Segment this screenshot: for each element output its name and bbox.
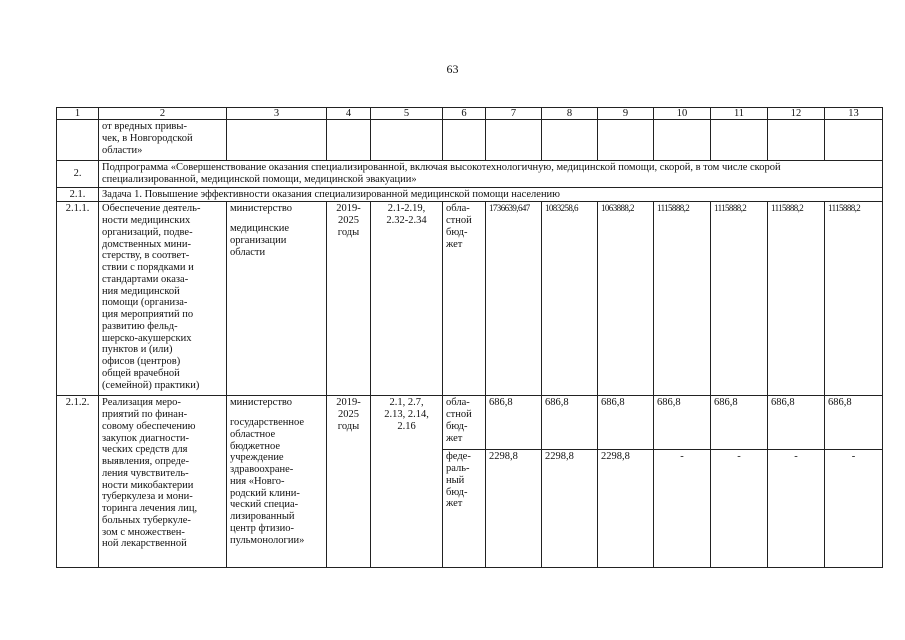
indicators: 2.1, 2.7, 2.13, 2.14, 2.16 xyxy=(371,396,443,568)
value-col-7: 2298,8 xyxy=(486,450,542,568)
header-cell: 1 xyxy=(57,108,99,120)
value-col-7: 686,8 xyxy=(486,396,542,450)
header-cell: 3 xyxy=(227,108,327,120)
executor-primary: министерство xyxy=(230,203,293,215)
header-cell: 8 xyxy=(542,108,598,120)
header-cell: 13 xyxy=(825,108,883,120)
activity-name: Реализация меро- приятий по финан- совому обеспечению закупок диагности- ческих средств для выявления, опреде- ления чувствитель- ности микобактерии туберкулеза и мони- торинга лечения лиц, больных туберкуле- зом с множествен- ной лекарственной xyxy=(99,396,227,568)
executor-secondary: государственное областное бюджетное учреждение здравоохране- ния «Новго- родский клини- ческий специа- лизированный центр фтизио- пульмонологии» xyxy=(230,417,305,546)
activity-name: Обеспечение деятель- ности медицинских организаций, подве- домственных мини- стерству, в соответ- ствии с порядками и стандартами оказа- ния медицинской помощи (организа- ция мероприятий по развитию фельд- шерско-акушерских пунктов и (или) офисов (центров) общей врачебной (семейной) практики) xyxy=(99,202,227,396)
row-number: 2.1. xyxy=(57,187,99,202)
executors xyxy=(227,202,327,396)
activity-name: от вредных привы- чек, в Новгородской области» xyxy=(99,120,227,161)
years: 2019- 2025 годы xyxy=(327,202,371,396)
value-col-10: - xyxy=(654,450,711,568)
value-col-11: 1115888,2 xyxy=(711,202,768,396)
header-cell: 10 xyxy=(654,108,711,120)
header-cell: 9 xyxy=(598,108,654,120)
page-number: 63 xyxy=(446,62,459,76)
table-row-2-1-1 xyxy=(57,202,883,396)
value-col-9: 686,8 xyxy=(598,396,654,450)
value-col-8: 2298,8 xyxy=(542,450,598,568)
task-title: Задача 1. Повышение эффективности оказания специализированной медицинской помощи населению xyxy=(99,187,883,202)
executors xyxy=(227,396,327,568)
value-col-12: 1115888,2 xyxy=(768,202,825,396)
value-col-9: 1063888,2 xyxy=(598,202,654,396)
header-cell: 2 xyxy=(99,108,227,120)
table-row-continuation xyxy=(57,120,883,161)
value-col-10: 686,8 xyxy=(654,396,711,450)
value-col-9: 2298,8 xyxy=(598,450,654,568)
value-col-13: 1115888,2 xyxy=(825,202,883,396)
value-col-11: 686,8 xyxy=(711,396,768,450)
years: 2019- 2025 годы xyxy=(327,396,371,568)
header-cell: 4 xyxy=(327,108,371,120)
header-cell: 5 xyxy=(371,108,443,120)
table-row-task xyxy=(57,187,883,202)
executor-primary: министерство xyxy=(230,397,293,409)
funding-source: обла- стной бюд- жет xyxy=(443,202,486,396)
row-number: 2.1.2. xyxy=(57,396,99,568)
value-col-12: 686,8 xyxy=(768,396,825,450)
header-row xyxy=(57,108,883,120)
funding-source: феде- раль- ный бюд- жет xyxy=(443,450,486,568)
value-col-11: - xyxy=(711,450,768,568)
header-cell: 7 xyxy=(486,108,542,120)
table-row-subprogram xyxy=(57,161,883,188)
funding-source: обла- стной бюд- жет xyxy=(443,396,486,450)
program-table xyxy=(56,107,883,568)
value-col-13: - xyxy=(825,450,883,568)
header-cell: 12 xyxy=(768,108,825,120)
value-col-7: 1736639,647 xyxy=(486,202,542,396)
value-col-10: 1115888,2 xyxy=(654,202,711,396)
indicators: 2.1-2.19, 2.32-2.34 xyxy=(371,202,443,396)
header-cell: 11 xyxy=(711,108,768,120)
table-row-2-1-2-regional xyxy=(57,396,883,450)
value-col-8: 686,8 xyxy=(542,396,598,450)
subprogram-title: Подпрограмма «Совершенствование оказания специализированной, включая высокотехнологичную, медицинской помощи, скорой, в том числе скорой специализированной, медицинской помощи, медицинской эвакуации» xyxy=(99,161,883,188)
executor-secondary: медицинские организации области xyxy=(230,223,290,258)
header-cell: 6 xyxy=(443,108,486,120)
value-col-13: 686,8 xyxy=(825,396,883,450)
row-number: 2.1.1. xyxy=(57,202,99,396)
value-col-8: 1083258,6 xyxy=(542,202,598,396)
row-number: 2. xyxy=(57,161,99,188)
value-col-12: - xyxy=(768,450,825,568)
